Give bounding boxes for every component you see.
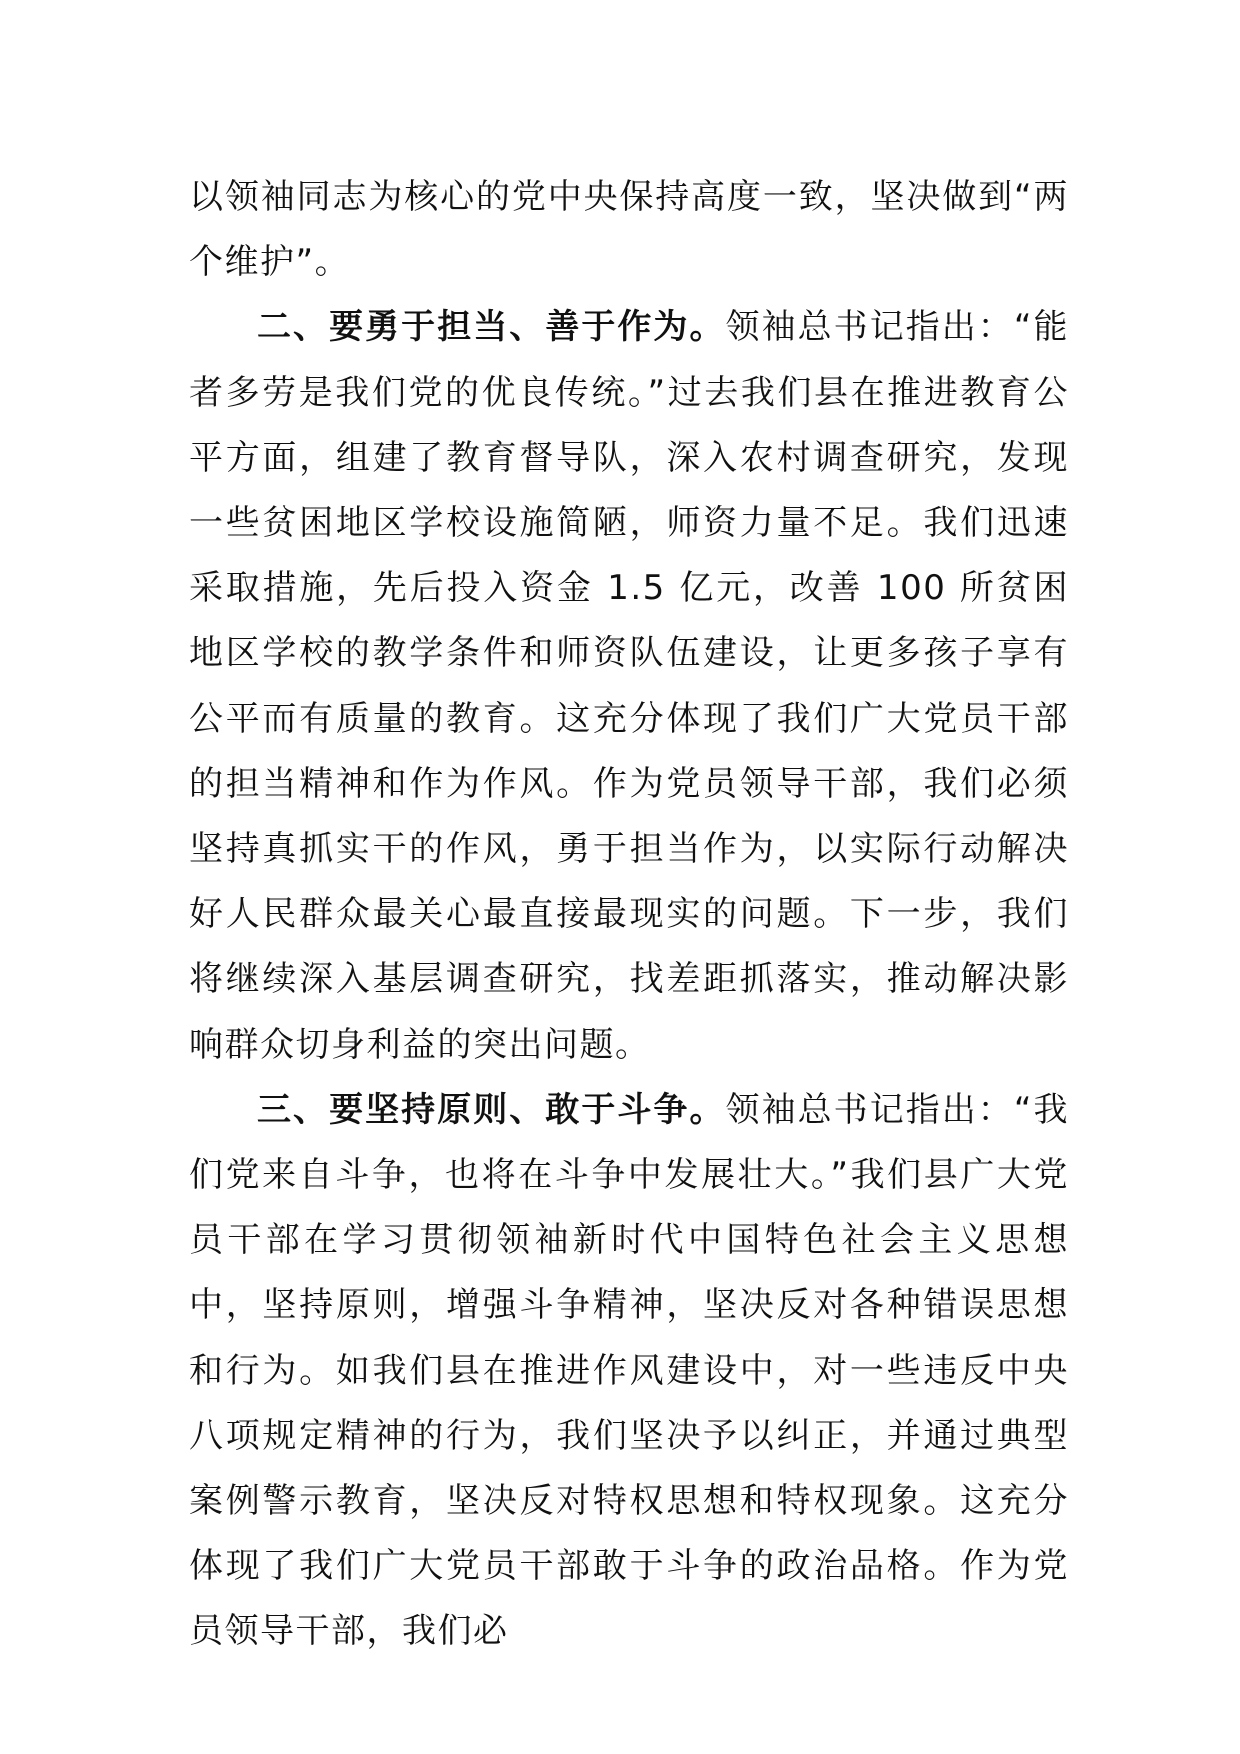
paragraph-section-two [189, 295, 1069, 1077]
paragraph-text: 领袖总书记指出：“我们党来自斗争，也将在斗争中发展壮大。”我们县广大党员干部在学习贯彻领袖新时代中国特色社会主义思想中，坚持原则，增强斗争精神，坚决反对各种错误思想和行为。如我们县在推进作风建设中，对一些违反中央八项规定精神的行为，我们坚决予以纠正，并通过典型案例警示教育，坚决反对特权思想和特权现象。这充分体现了我们广大党员干部敢于斗争的政治品格。作为党员领导干部，我们必 [189, 1089, 1070, 1652]
paragraph-section-three [189, 1078, 1069, 1665]
paragraph-continuation [189, 165, 1069, 295]
document-page [189, 165, 1069, 1665]
paragraph-text: 以领袖同志为核心的党中央保持高度一致，坚决做到“两个维护”。 [189, 177, 1069, 283]
section-heading: 二、要勇于担当、善于作为。 [257, 307, 726, 348]
section-heading: 三、要坚持原则、敢于斗争。 [257, 1089, 726, 1130]
paragraph-text: 领袖总书记指出：“能者多劳是我们党的优良传统。”过去我们县在推进教育公平方面，组建了教育督导队，深入农村调查研究，发现一些贫困地区学校设施简陋，师资力量不足。我们迅速采取措施，先后投入资金 1.5 亿元，改善 100 所贫困地区学校的教学条件和师资队伍建设，让更多孩子享有公平而有质量的教育。这充分体现了我们广大党员干部的担当精神和作为作风。作为党员领导干部，我们必须坚持真抓实干的作风，勇于担当作为，以实际行动解决好人民群众最关心最直接最现实的问题。下一步，我们将继续深入基层调查研究，找差距抓落实，推动解决影响群众切身利益的突出问题。 [189, 307, 1070, 1065]
